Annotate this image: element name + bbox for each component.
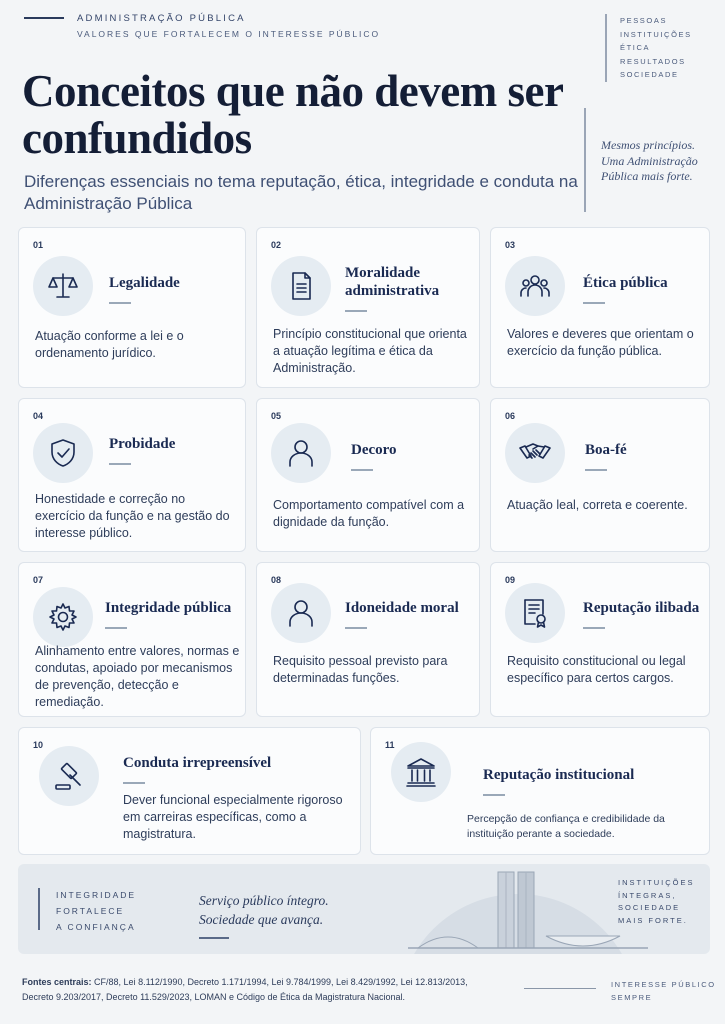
band-line: ÍNTEGRAS,	[618, 890, 677, 900]
handshake-icon	[505, 423, 565, 483]
tags-divider	[605, 14, 607, 82]
card-title-rule	[109, 302, 131, 304]
card-number: 10	[33, 740, 44, 750]
page-subtitle: Diferenças essenciais no tema reputação, ética, integridade e conduta na Administração Pública	[24, 172, 578, 213]
tag: INSTITUIÇÕES	[620, 29, 692, 39]
band-divider	[38, 888, 40, 930]
concept-card	[18, 727, 361, 855]
building-icon	[391, 742, 451, 802]
card-title: Moralidade administrativa	[345, 265, 440, 299]
band-quote	[199, 891, 329, 939]
band-quote-line: Serviço público íntegro.	[199, 893, 329, 908]
card-number: 11	[385, 740, 395, 750]
card-title-rule	[123, 782, 145, 784]
scales-icon	[33, 256, 93, 316]
footer-line: INTERESSE PÚBLICO	[611, 980, 716, 989]
band-line: INSTITUIÇÕES	[618, 878, 695, 887]
card-number: 02	[271, 240, 282, 250]
card-title: Boa-fé	[585, 442, 627, 458]
card-number: 01	[33, 240, 44, 250]
card-description: Comportamento compatível com a dignidade da função.	[273, 498, 465, 529]
kicker-subtitle: VALORES QUE FORTALECEM O INTERESSE PÚBLICO	[77, 29, 381, 39]
card-description: Atuação leal, correta e coerente.	[507, 498, 688, 512]
card-number: 05	[271, 411, 282, 421]
concept-card	[370, 727, 710, 855]
card-title-rule	[351, 469, 373, 471]
kicker: ADMINISTRAÇÃO PÚBLICA	[77, 13, 246, 24]
tag: PESSOAS	[620, 16, 668, 25]
card-number: 08	[271, 575, 282, 585]
card-description: Dever funcional especialmente rigoroso em carreiras específicas, como a magistratura.	[123, 793, 343, 841]
card-title-rule	[583, 627, 605, 629]
person-icon	[271, 423, 331, 483]
header-rule	[24, 17, 64, 19]
card-description: Requisito pessoal previsto para determinadas funções.	[273, 654, 448, 685]
card-title-rule	[345, 627, 367, 629]
sources	[22, 975, 492, 1005]
concept-card	[18, 562, 246, 717]
card-title: Legalidade	[109, 275, 180, 291]
concept-card	[490, 227, 710, 388]
band-line: SOCIEDADE	[618, 903, 681, 912]
card-description: Princípio constitucional que orienta a atuação legítima e ética da Administração.	[273, 327, 467, 375]
people-icon	[505, 256, 565, 316]
tag: RESULTADOS	[620, 56, 686, 66]
band-quote-line: Sociedade que avança.	[199, 912, 324, 927]
card-number: 07	[33, 575, 44, 585]
band-line: FORTALECE	[56, 906, 125, 916]
card-title: Reputação institucional	[483, 767, 635, 783]
card-title-rule	[585, 469, 607, 471]
card-description: Requisito constitucional ou legal específico para certos cargos.	[507, 654, 686, 685]
tag: ÉTICA	[620, 43, 651, 53]
card-title-rule	[109, 463, 131, 465]
shield-check-icon	[33, 423, 93, 483]
person-icon	[271, 583, 331, 643]
card-title: Integridade pública	[105, 600, 232, 616]
quote-divider	[584, 108, 586, 212]
sources-text: CF/88, Lei 8.112/1990, Decreto 1.171/1994, Lei 9.784/1999, Lei 8.429/1992, Lei 12.813/2013, Decreto 9.203/2017, Decreto 11.529/2023, LOMAN e Código de Ética da Magistratura Nacional.	[22, 977, 468, 1002]
card-title-rule	[483, 794, 505, 796]
band-left-text	[56, 887, 136, 935]
card-description: Percepção de confiança e credibilidade da instituição perante a sociedade.	[467, 813, 665, 840]
certificate-icon	[505, 583, 565, 643]
page-title: Conceitos que não devem ser confundidos	[22, 66, 563, 163]
document-icon	[271, 256, 331, 316]
card-description: Honestidade e correção no exercício da função e na gestão do interesse público.	[35, 492, 230, 540]
footer-line: SEMPRE	[611, 993, 653, 1002]
footer-band	[18, 864, 710, 954]
concept-card	[490, 398, 710, 552]
concept-card	[490, 562, 710, 717]
gavel-icon	[39, 746, 99, 806]
band-quote-rule	[199, 937, 229, 939]
card-description: Atuação conforme a lei e o ordenamento jurídico.	[35, 329, 184, 360]
header-tags	[620, 14, 692, 82]
card-number: 04	[33, 411, 44, 421]
band-line: MAIS FORTE.	[618, 915, 688, 925]
band-line: INTEGRIDADE	[56, 890, 137, 900]
card-number: 06	[505, 411, 516, 421]
header-quote: Mesmos princípios. Uma Administração Pública mais forte.	[601, 138, 698, 183]
concept-card	[18, 398, 246, 552]
card-description: Alinhamento entre valores, normas e condutas, apoiado por mecanismos de prevenção, detecção e remediação.	[35, 644, 240, 709]
card-description: Valores e deveres que orientam o exercício da função pública.	[507, 327, 694, 358]
concept-card	[256, 398, 480, 552]
concept-card	[18, 227, 246, 388]
card-number: 03	[505, 240, 516, 250]
footer-right-text	[611, 978, 716, 1004]
band-line: A CONFIANÇA	[56, 922, 136, 932]
card-title-rule	[583, 302, 605, 304]
gear-icon	[33, 587, 93, 647]
card-title: Idoneidade moral	[345, 600, 459, 616]
card-title-rule	[345, 310, 367, 312]
card-title-rule	[105, 627, 127, 629]
concept-card	[256, 562, 480, 717]
band-right-text	[618, 877, 695, 927]
sources-label: Fontes centrais:	[22, 977, 92, 987]
card-title: Probidade	[109, 436, 176, 452]
tag: SOCIEDADE	[620, 70, 679, 80]
footer-rule	[524, 988, 596, 989]
card-title: Ética pública	[583, 275, 668, 291]
card-number: 09	[505, 575, 516, 585]
card-title: Conduta irrepreensível	[123, 755, 272, 771]
card-title: Reputação ilibada	[583, 600, 700, 616]
concept-card	[256, 227, 480, 388]
card-title: Decoro	[351, 442, 397, 458]
